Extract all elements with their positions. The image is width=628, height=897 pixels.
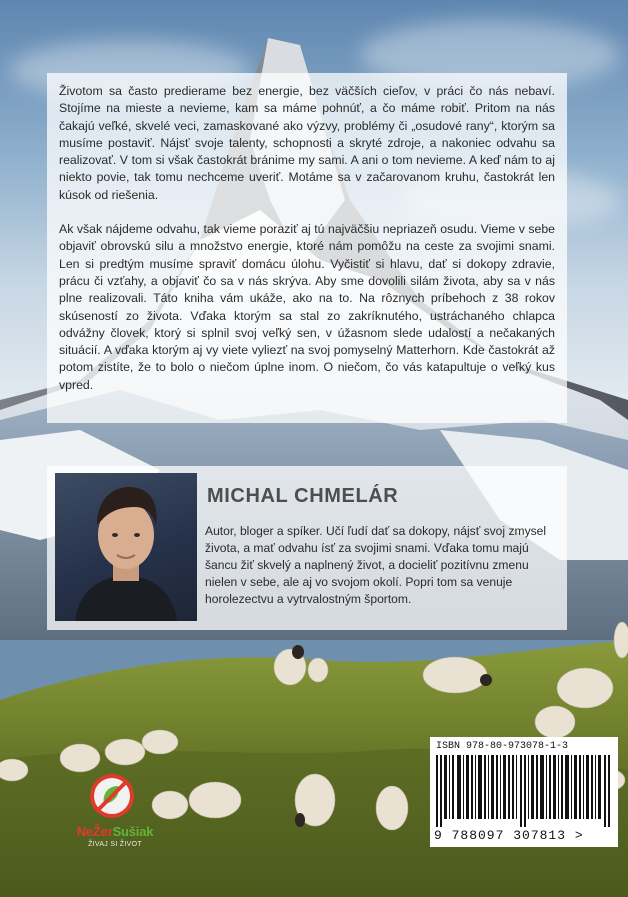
no-stop-sign-icon [88, 772, 136, 820]
publisher-name [60, 824, 170, 839]
author-bio: Autor, bloger a spíker. Učí ľudí dať sa dokopy, nájsť svoj zmysel života, a mať odvahu ísť za svojimi snami. Vďaka tomu majú šancu žiť skvelý a naplnený život, a docieliť pozitívnu zmenu nielen v sebe, ale aj vo svojom okolí. Popri tom sa venuje horolezectvu a vytrvalostným športom. [205, 524, 547, 606]
barcode [436, 755, 612, 827]
blurb-paragraph-2: Ak však nájdeme odvahu, tak vieme poraziť aj tú najväčšiu nepriazeň osudu. Vieme v sebe objaviť obrovskú silu a množstvo energie, ktoré nám pomôžu na ceste za svojimi snami. Len si predtým musíme spraviť domácu úlohu. Vyčistiť si hlavu, dať si dokopy zdravie, prácu či vzťahy, a objaviť čo sa v nás skrýva. Aby sme dovolili silám života, aby sa v nás plne realizovali. Táto kniha vám ukáže, ako na to. Na rôznych príbehoch z 38 rokov skúseností zo života. Vďaka ktorým sa stal zo zakríknutého, ustráchaného chlapca odvážny človek, ktorý si splnil svoj veľký sen, v úžasnom slede udalostí a nečakaných situácií. A vďaka ktorým aj vy viete vyliezť na svoj pomyselný Matterhorn. Kde častokrát až potom zistíte, že to bolo o niečom úplne inom. O niečom, čo vás katapultuje o veľký kus vpred. [59, 222, 555, 392]
author-name: MICHAL CHMELÁR [207, 485, 399, 507]
publisher-name-part-1: NeŽer [76, 824, 113, 839]
publisher-tagline: ŽIVAJ SI ŽIVOT [88, 841, 142, 848]
blurb-panel [47, 73, 567, 423]
blurb-paragraph-1: Životom sa často predierame bez energie, bez väčších cieľov, v práci čo nás nebaví. Stojíme na mieste a nevieme, kam sa máme pohnúť, a čo máme robiť. Pritom na nás čakajú veľké, skvelé veci, zamaskované ako výzvy, problémy či „osudové rany“, ktorým sa musíme postaviť. Nájsť svoje talenty, schopnosti a skryté zdroje, a nakoniec odvahu sa realizovať. V tom si však častokrát bránime my sami. A ani o tom nevieme. A keď nám to aj niekto povie, tak tomu nechceme uveriť. Motáme sa v začarovanom kruhu, častokrát len kúsok od riešenia. [59, 84, 555, 202]
author-panel [47, 466, 567, 630]
author-photo [55, 473, 197, 621]
publisher-logo [60, 772, 170, 862]
isbn-barcode-box [430, 737, 618, 847]
isbn-label: ISBN 978-80-973078-1-3 [436, 741, 569, 752]
publisher-name-part-2: Sušiak [112, 824, 154, 839]
isbn-digits: 9 788097 307813 > [434, 828, 584, 843]
